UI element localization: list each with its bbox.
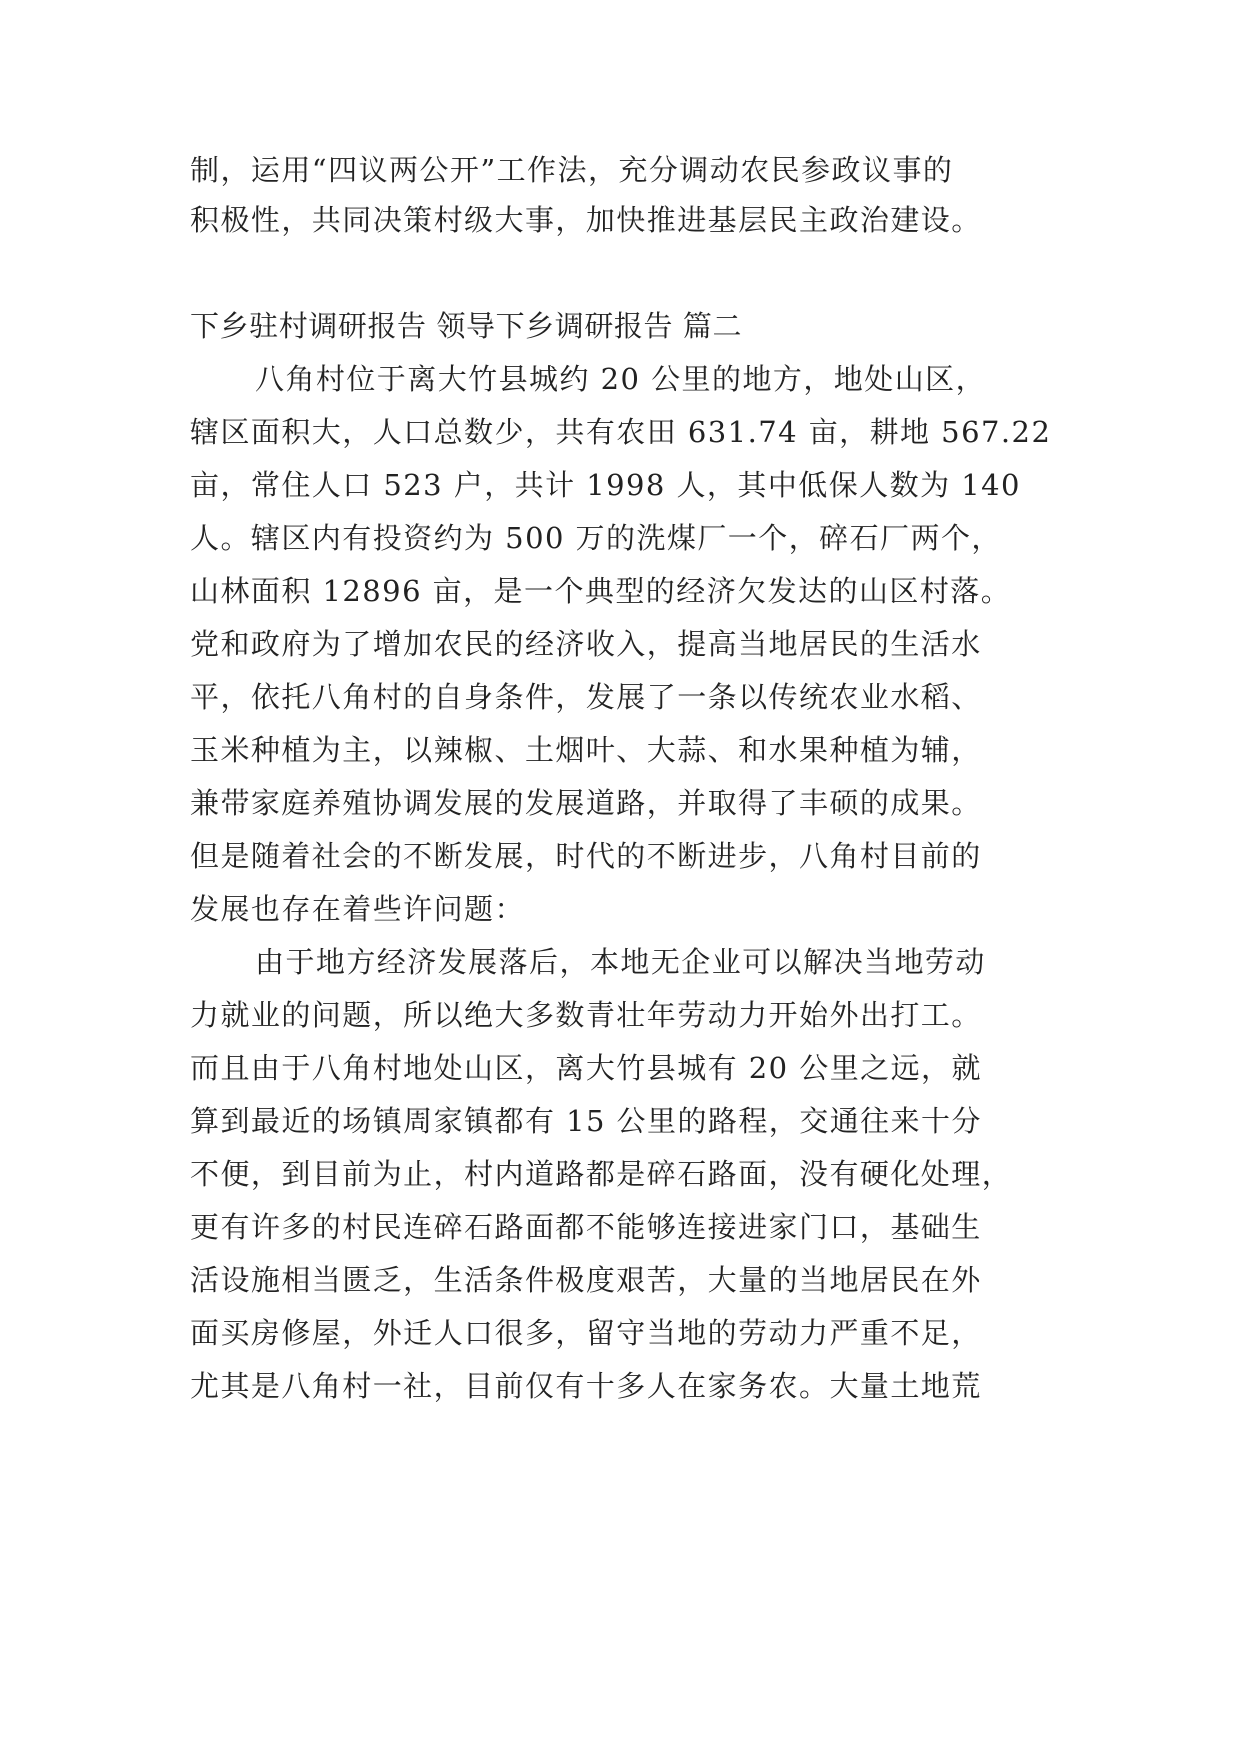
paragraph-line: 活设施相当匮乏，生活条件极度艰苦，大量的当地居民在外 — [190, 1263, 982, 1297]
paragraph-line: 八角村位于离大竹县城约 20 公里的地方，地处山区， — [255, 362, 987, 396]
paragraph-line: 积极性，共同决策村级大事，加快推进基层民主政治建设。 — [190, 203, 982, 237]
paragraph-line: 但是随着社会的不断发展，时代的不断进步，八角村目前的 — [190, 839, 982, 873]
paragraph-line: 制，运用“四议两公开”工作法，充分调动农民参政议事的 — [190, 153, 954, 187]
paragraph-line: 党和政府为了增加农民的经济收入，提高当地居民的生活水 — [190, 627, 982, 661]
paragraph-line: 而且由于八角村地处山区，离大竹县城有 20 公里之远，就 — [190, 1051, 982, 1085]
paragraph-line: 兼带家庭养殖协调发展的发展道路，并取得了丰硕的成果。 — [190, 786, 982, 820]
paragraph-line: 山林面积 12896 亩，是一个典型的经济欠发达的山区村落。 — [190, 574, 1012, 608]
paragraph-line: 人。辖区内有投资约为 500 万的洗煤厂一个，碎石厂两个， — [190, 521, 1002, 555]
paragraph-line: 发展也存在着些许问题： — [190, 892, 525, 926]
paragraph-line: 更有许多的村民连碎石路面都不能够连接进家门口，基础生 — [190, 1210, 982, 1244]
paragraph-line: 算到最近的场镇周家镇都有 15 公里的路程，交通往来十分 — [190, 1104, 982, 1138]
paragraph-line: 力就业的问题，所以绝大多数青壮年劳动力开始外出打工。 — [190, 998, 982, 1032]
paragraph-line: 面买房修屋，外迁人口很多，留守当地的劳动力严重不足， — [190, 1316, 982, 1350]
paragraph-line: 玉米种植为主，以辣椒、土烟叶、大蒜、和水果种植为辅， — [190, 733, 982, 767]
paragraph-line: 不便，到目前为止，村内道路都是碎石路面，没有硬化处理， — [190, 1157, 1013, 1191]
paragraph-line: 亩，常住人口 523 户，共计 1998 人，其中低保人数为 140 — [190, 468, 1021, 502]
paragraph-line: 辖区面积大，人口总数少，共有农田 631.74 亩，耕地 567.22 — [190, 415, 1052, 449]
paragraph-line: 尤其是八角村一社，目前仅有十多人在家务农。大量土地荒 — [190, 1369, 982, 1403]
paragraph-line: 平，依托八角村的自身条件，发展了一条以传统农业水稻、 — [190, 680, 982, 714]
paragraph-line: 由于地方经济发展落后，本地无企业可以解决当地劳动 — [255, 945, 986, 979]
section-heading: 下乡驻村调研报告 领导下乡调研报告 篇二 — [190, 309, 743, 343]
